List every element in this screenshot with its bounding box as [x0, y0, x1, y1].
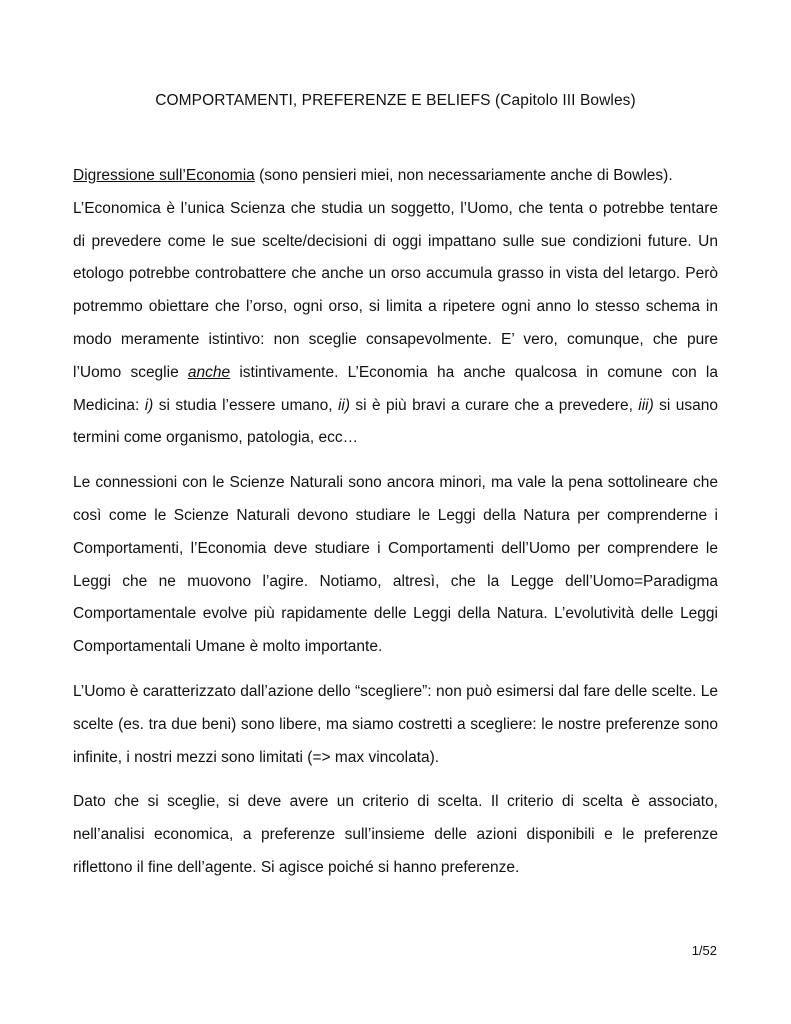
paragraph-digression: [73, 160, 718, 455]
document-title: COMPORTAMENTI, PREFERENZE E BELIEFS (Capitolo III Bowles): [155, 92, 636, 109]
page-number: 1/52: [691, 943, 717, 958]
paragraph-criterion: Dato che si sceglie, si deve avere un criterio di scelta. Il criterio di scelta è associato, nell’analisi economica, a preferenze sull’insieme delle azioni disponibili e le preferenze riflettono il fine dell’agente. Si agisce poiché si hanno preferenze.: [73, 793, 718, 876]
paragraph-choice: L’Uomo è caratterizzato dall’azione dello “scegliere”: non può esimersi dal fare delle scelte. Le scelte (es. tra due beni) sono libere, ma siamo costretti a scegliere: le nostre preferenze sono infinite, i nostri mezzi sono limitati (=> max vincolata).: [73, 682, 718, 766]
paragraph-text: si studia l’essere umano,: [153, 396, 338, 414]
list-marker: i): [144, 396, 154, 414]
list-marker: ii): [337, 396, 351, 414]
paragraph-text: istintivamente. L’Economia ha anche qualcosa in comune con la Medicina:: [73, 363, 718, 414]
paragraph-text: si è più bravi a curare che a prevedere,: [350, 396, 639, 414]
emphasis-word: anche: [187, 363, 231, 381]
paragraph-natural-sciences: Le connessioni con le Scienze Naturali sono ancora minori, ma vale la pena sottolineare che così come le Scienze Naturali devono studiare le Leggi della Natura per comprenderne i Comportamenti, l’Economia deve studiare i Comportamenti dell’Uomo per comprendere le Leggi che ne muovono l’agire. Notiamo, altresì, che la Legge dell’Uomo=Paradigma Comportamentale evolve più rapidamente delle Leggi della Natura. L’evolutività delle Leggi Comportamentali Umane è molto importante.: [73, 474, 718, 656]
list-marker: iii): [638, 396, 654, 414]
section-heading: Digressione sull’Economia: [73, 167, 255, 184]
paragraph-text: L’Economica è l’unica Scienza che studia un soggetto, l’Uomo, che tenta o potrebbe tentare di prevedere come le sue scelte/decisioni di oggi impattano sulle sue condizioni future. Un etologo potrebbe controbattere che anche un orso accumula grasso in vista del letargo. Però potremmo obiettare che l’orso, ogni orso, si limita a ripetere ogni anno lo stesso schema in modo meramente istintivo: non sceglie consapevolmente. E’ vero, comunque, che pure l’Uomo sceglie: [73, 199, 718, 381]
paragraph-text: si usano termini come organismo, patologia, ecc…: [73, 396, 718, 447]
document-body: [73, 160, 718, 897]
heading-note: (sono pensieri miei, non necessariamente anche di Bowles).: [254, 167, 673, 184]
